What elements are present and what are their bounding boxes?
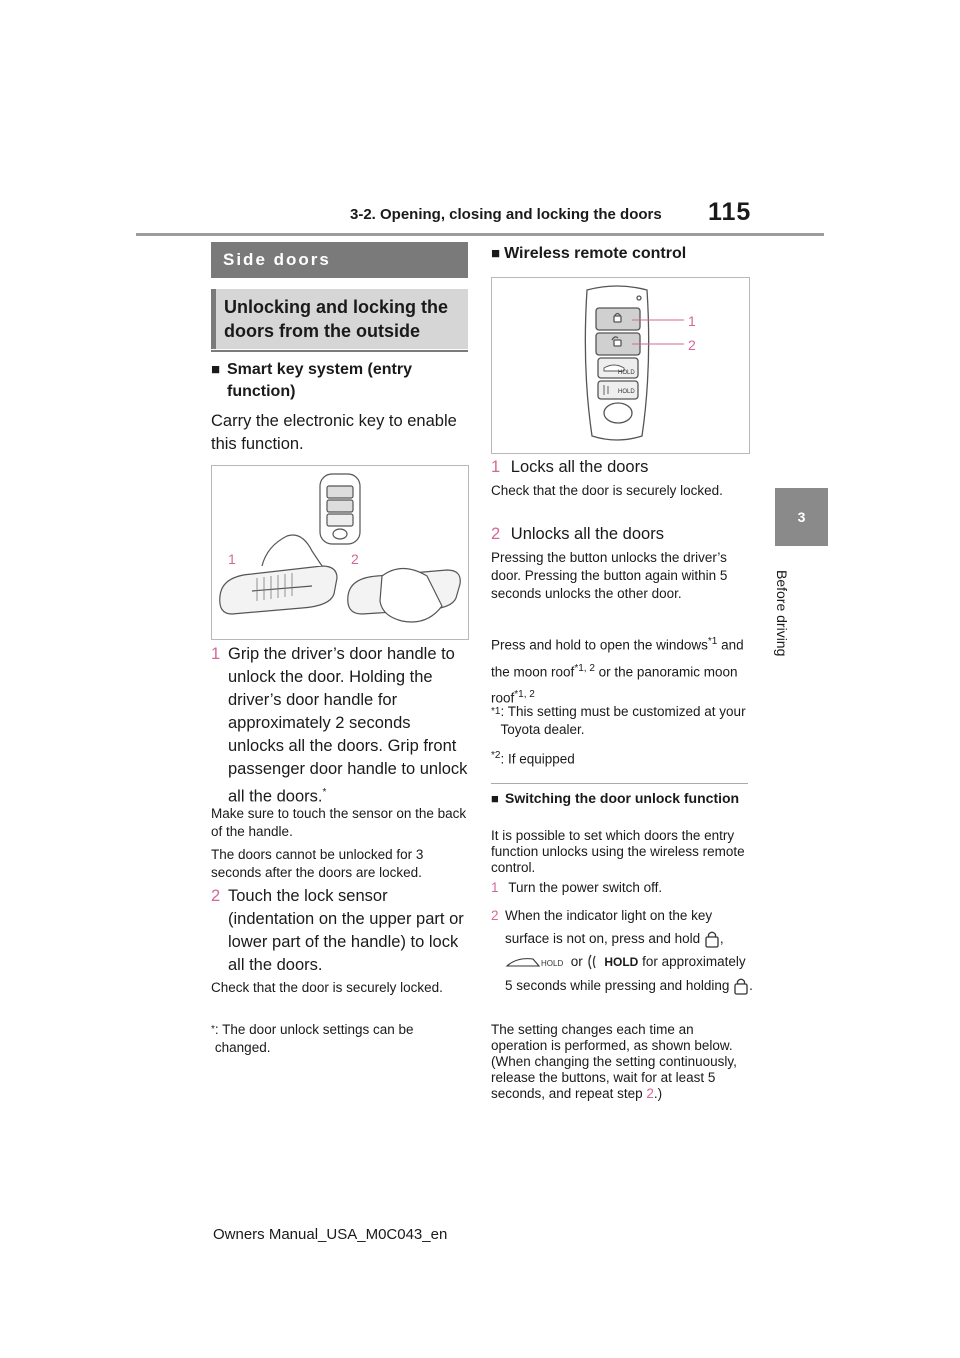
item-2-number: 2 bbox=[491, 525, 501, 543]
hold-sup-3: *1, 2 bbox=[514, 689, 535, 700]
footnote-2 bbox=[491, 747, 748, 769]
chapter-label bbox=[772, 570, 792, 700]
switch-step-2-end: . bbox=[749, 978, 753, 993]
footnote-mark: * bbox=[211, 1024, 215, 1035]
switch-step-1 bbox=[491, 879, 748, 897]
item-1 bbox=[491, 456, 751, 479]
item-2 bbox=[491, 523, 751, 546]
switch-result-text: The setting changes each time an operation is performed, as shown below. (When changing the setting continuously, release the buttons, wait for at least 5 seconds, and repeat step bbox=[491, 1022, 737, 1101]
item-1-number: 1 bbox=[491, 458, 501, 476]
switch-result bbox=[491, 1022, 748, 1102]
lock-button-icon bbox=[704, 930, 720, 948]
step-2 bbox=[211, 885, 468, 977]
subtitle-rule bbox=[211, 350, 468, 352]
note-1: Make sure to touch the sensor on the back of the handle. bbox=[211, 806, 467, 839]
wireless-heading: ■ Wireless remote control bbox=[491, 245, 687, 262]
item-1-text: Locks all the doors bbox=[510, 458, 649, 476]
figure1-label-1: 1 bbox=[228, 551, 236, 567]
key-hold-label-1: HOLD bbox=[618, 370, 635, 376]
hold-text-a: Press and hold to open the windows bbox=[491, 637, 708, 653]
switch-step-2-hold: HOLD bbox=[604, 955, 639, 969]
switch-step-2-text-b: approximately 5 seconds while pressing and holding bbox=[505, 954, 746, 993]
switch-step-2-or: or bbox=[570, 954, 583, 969]
footnote-2-text: : If equipped bbox=[500, 751, 575, 767]
figure2-label-1: 1 bbox=[688, 313, 696, 329]
switch-heading: ■ Switching the door unlock function bbox=[491, 790, 740, 806]
footnote-1-mark: *1 bbox=[491, 706, 501, 717]
footnote-1 bbox=[491, 703, 748, 739]
switch-intro: It is possible to set which doors the entry function unlocks using the wireless remote control. bbox=[491, 828, 745, 875]
lock-button-icon-2 bbox=[733, 977, 749, 995]
door-handle-illustration bbox=[212, 466, 468, 639]
switch-step-2 bbox=[491, 904, 753, 997]
back-door-hold-text: HOLD bbox=[541, 959, 564, 969]
key-hold-label-2: HOLD bbox=[618, 389, 635, 395]
page-number: 115 bbox=[708, 198, 752, 226]
switch-step-2-text-a: When the indicator light on the key surface is not on, press and hold bbox=[505, 908, 713, 946]
switch-result-end: .) bbox=[653, 1086, 663, 1101]
power-back-door-icon bbox=[505, 954, 567, 970]
item-1-note: Check that the door is securely locked. bbox=[491, 483, 723, 498]
step-1 bbox=[211, 643, 468, 809]
key-fob-figure bbox=[491, 277, 750, 454]
door-handle-figure bbox=[211, 465, 469, 640]
footnote-2-mark: *2 bbox=[491, 750, 501, 761]
smart-key-heading: ■ Smart key system (entry function) bbox=[211, 359, 468, 403]
step-2-text: Touch the lock sensor (indentation on the upper part or lower part of the handle) to lock all the doors. bbox=[228, 887, 464, 974]
document-id: Owners Manual_USA_M0C043_en bbox=[213, 1226, 448, 1243]
item-2-note: Pressing the button unlocks the driver’s door. Pressing the button again within 5 seconds unlocks the other door. bbox=[491, 550, 728, 601]
note-3: Check that the door is securely locked. bbox=[211, 980, 443, 995]
chapter-number: 3 bbox=[797, 509, 806, 525]
switch-step-2-number: 2 bbox=[491, 908, 499, 923]
step-1-number: 1 bbox=[211, 645, 221, 663]
switch-step-1-text: Turn the power switch off. bbox=[508, 880, 663, 895]
hold-note bbox=[491, 630, 748, 710]
wireless-heading-text: Wireless remote control bbox=[504, 245, 687, 262]
smart-key-intro: Carry the electronic key to enable this function. bbox=[211, 412, 457, 453]
hold-text-c: or the panoramic moon roof bbox=[491, 664, 738, 706]
footnote-text: : The door unlock settings can be changed. bbox=[214, 1022, 414, 1055]
switch-heading-text: Switching the door unlock function bbox=[505, 790, 740, 806]
switch-step-2-for: for bbox=[642, 954, 658, 969]
section-title: 3-2. Opening, closing and locking the doors bbox=[350, 206, 662, 223]
section-divider bbox=[491, 783, 748, 784]
hold-sup-2: *1, 2 bbox=[574, 662, 595, 674]
item-2-text: Unlocks all the doors bbox=[510, 525, 664, 543]
footnote-1-text: : This setting must be customized at your Toyota dealer. bbox=[500, 704, 746, 737]
step-2-number: 2 bbox=[211, 887, 221, 905]
note-2: The doors cannot be unlocked for 3 seconds after the doors are locked. bbox=[211, 847, 424, 880]
chapter-label-text: Before driving bbox=[774, 570, 790, 657]
section-band-title: Side doors bbox=[211, 242, 468, 278]
header-divider bbox=[136, 233, 824, 236]
switch-step-1-number: 1 bbox=[491, 880, 499, 895]
footnote bbox=[211, 1021, 468, 1057]
figure1-label-2: 2 bbox=[351, 551, 359, 567]
hold-text-b: and the moon roof bbox=[491, 637, 744, 679]
step-1-text: Grip the driver’s door handle to unlock the door. Holding the driver’s door handle for approximately 2 seconds unlocks all the doors. Grip front passenger door handle to unlock all the doors. bbox=[228, 645, 468, 806]
step-1-mark: * bbox=[322, 787, 327, 798]
smart-key-heading-text: Smart key system (entry function) bbox=[227, 361, 412, 400]
figure2-label-2: 2 bbox=[688, 337, 696, 353]
switch-step-2-comma: , bbox=[719, 931, 724, 946]
key-fob-illustration bbox=[492, 278, 749, 453]
section-band-subtitle: Unlocking and locking the doors from the outside bbox=[211, 289, 468, 349]
switch-result-step: 2 bbox=[646, 1086, 654, 1101]
hold-sup-1: *1 bbox=[707, 636, 718, 647]
panic-hold-icon bbox=[587, 953, 601, 971]
